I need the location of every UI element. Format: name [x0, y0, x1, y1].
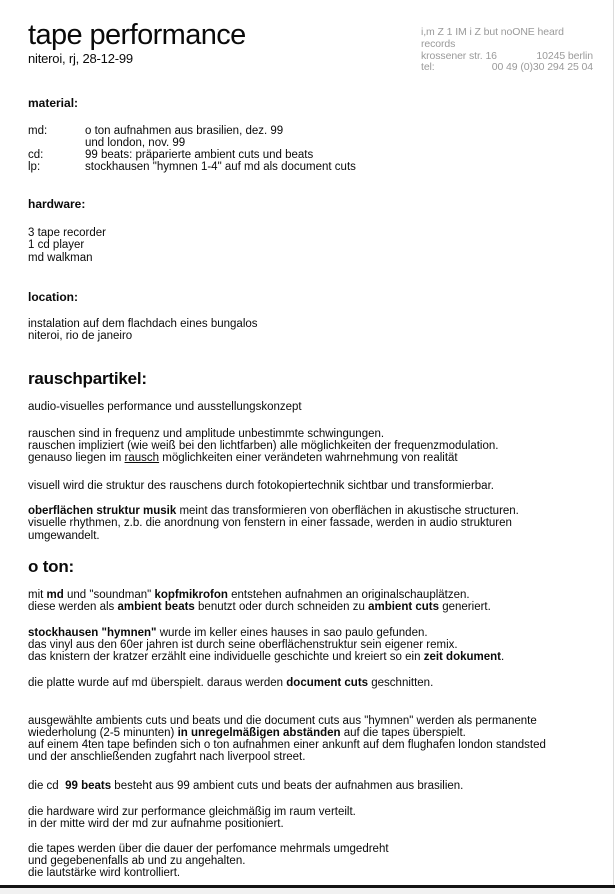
letterhead-line: records: [421, 37, 456, 50]
material-value-line: und london, nov. 99: [85, 137, 186, 150]
text-line: in der mitte wird der md zur aufnahme positioniert.: [28, 817, 284, 830]
text-line: und gegebenenfalls ab und zu angehalten.: [28, 854, 246, 867]
location-line: niteroi, rio de janeiro: [28, 329, 133, 342]
text-line: auf einem 4ten tape befinden sich o ton aufnahmen einer ankunft auf dem flughafen london standsted: [28, 739, 546, 752]
material-row-cd: [28, 149, 587, 161]
text-line: das knistern der kratzer erzählt eine individuelle geschichte und kreiert so ein zeit dokument.: [28, 650, 505, 663]
text-line: die cd 99 beats besteht aus 99 ambient cuts und beats der aufnahmen aus brasilien.: [28, 779, 464, 792]
page-subtitle: niteroi, rj, 28-12-99: [28, 51, 133, 66]
paragraph-rauschen: [28, 428, 587, 464]
address-street: krossener str. 16: [421, 49, 497, 62]
paragraph-hardware-raum: [28, 806, 587, 830]
section-heading-material: material:: [28, 96, 79, 110]
text-line: ausgewählte ambients cuts und beats und die document cuts aus "hymnen" werden als permanente: [28, 715, 537, 728]
material-label: lp:: [28, 161, 41, 174]
page-bottom-margin: [0, 888, 615, 894]
hardware-item: md walkman: [28, 251, 93, 264]
section-heading-rauschpartikel: rauschpartikel:: [28, 368, 147, 388]
document-header: [28, 20, 246, 65]
location-list: [28, 318, 587, 342]
material-row-md: [28, 125, 587, 149]
page-title: tape performance: [28, 19, 246, 51]
material-row-lp: [28, 161, 587, 173]
tel-value: 00 49 (0)30 294 25 04: [491, 61, 593, 74]
letterhead-tel-row: [421, 62, 593, 74]
paragraph-mit-md: [28, 589, 587, 613]
text-line: visuelle rhythmen, z.b. die anordnung von fenstern in einer fassade, werden in audio strukturen: [28, 517, 512, 530]
text-line: die platte wurde auf md überspielt. daraus werden document cuts geschnitten.: [28, 677, 434, 690]
document-body: [28, 97, 587, 879]
section-heading-location: location:: [28, 289, 78, 304]
text-line: diese werden als ambient beats benutzt oder durch schneiden zu ambient cuts generiert.: [28, 600, 491, 613]
text-line: das vinyl aus den 60er jahren ist durch seine oberflächenstruktur sein eigener remix.: [28, 638, 458, 651]
text-line: audio-visuelles performance und ausstellungskonzept: [28, 400, 302, 413]
text-line: genauso liegen im rausch möglichkeiten einer verändeten wahrnehmung von realität: [28, 452, 458, 465]
text-line: die lautstärke wird kontrolliert.: [28, 867, 181, 879]
text-line: wiederholung (2-5 minunten) in unregelmäßigen abständen auf die tapes überspielt.: [28, 727, 466, 740]
material-value: [85, 149, 587, 161]
text-line: umgewandelt.: [28, 529, 100, 542]
material-value: [85, 161, 587, 173]
paragraph-stockhausen: [28, 627, 587, 663]
material-value-line: o ton aufnahmen aus brasilien, dez. 99: [85, 125, 284, 137]
text-line: rauschen sind in frequenz und amplitude unbestimmte schwingungen.: [28, 427, 385, 440]
paragraph-oberflaechen: [28, 505, 587, 541]
location-line: instalation auf dem flachdach eines bungalos: [28, 317, 258, 330]
material-value-line: stockhausen "hymnen 1-4" auf md als document cuts: [85, 161, 356, 174]
section-heading-hardware: hardware:: [28, 197, 86, 212]
text-line: die hardware wird zur performance gleichmäßig im raum verteilt.: [28, 805, 356, 818]
paragraph-die-platte: [28, 677, 587, 689]
letterhead-block: [421, 27, 593, 74]
tel-label: tel:: [421, 61, 435, 74]
material-label: md:: [28, 125, 48, 137]
hardware-list: [28, 227, 587, 263]
text-line: und der anschließenden zugfahrt nach liverpool street.: [28, 751, 306, 764]
text-line: visuell wird die struktur des rauschens durch fotokopiertechnik sichtbar und transformierbar.: [28, 480, 494, 493]
paragraph-ausgewaehlte: [28, 715, 587, 763]
paragraph-die-cd: [28, 780, 587, 792]
hardware-item: 1 cd player: [28, 239, 85, 252]
text-line: stockhausen "hymnen" wurde im keller eines hauses in sao paulo gefunden.: [28, 626, 428, 639]
paragraph-intro: [28, 401, 587, 413]
letterhead-line: i,m Z 1 IM i Z but noONE heard: [421, 26, 564, 38]
text-line: die tapes werden über die dauer der perfomance mehrmals umgedreht: [28, 842, 389, 855]
text-line: oberflächen struktur musik meint das transformieren von oberflächen in akustische structuren.: [28, 505, 519, 518]
text-line: rauschen impliziert (wie weiß bei den lichtfarben) alle möglichkeiten der frequenzmodulation.: [28, 440, 499, 453]
paragraph-tapes: [28, 843, 587, 879]
material-value-line: 99 beats: präparierte ambient cuts und beats: [85, 149, 314, 162]
material-list: [28, 125, 587, 173]
text-line: mit md und "soundman" kopfmikrofon entstehen aufnahmen an originalschauplätzen.: [28, 588, 470, 601]
hardware-item: 3 tape recorder: [28, 227, 106, 240]
page-right-edge: [613, 0, 614, 886]
section-heading-o-ton: o ton:: [28, 556, 74, 576]
material-value: [85, 125, 587, 149]
paragraph-visuell: [28, 480, 587, 492]
address-city: 10245 berlin: [536, 49, 593, 62]
material-label: cd:: [28, 149, 44, 162]
